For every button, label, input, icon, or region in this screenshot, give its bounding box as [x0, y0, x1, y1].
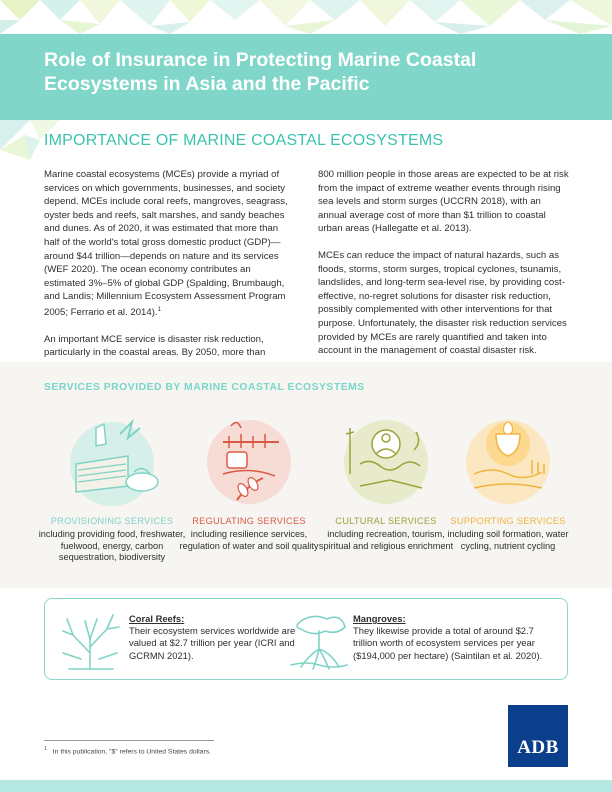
regulating-illustration [193, 404, 305, 512]
footnote-text: In this publication, "$" refers to United States dollars. [52, 748, 211, 756]
left-column [44, 168, 294, 373]
paragraph: An important MCE service is disaster risk reduction, particularly in the coastal areas. By 2050, more than [44, 333, 266, 359]
right-column [318, 168, 570, 371]
service-regulating [174, 404, 324, 552]
footnote-divider [44, 740, 214, 741]
ecosystem-title: Mangroves: [353, 613, 406, 624]
service-title: PROVISIONING SERVICES [50, 516, 174, 526]
service-provisioning [37, 404, 187, 564]
ecosystem-title: Coral Reefs: [129, 613, 185, 624]
paragraph: 800 million people in those areas are expected to be at risk from the impact of extreme weather events through rising sea levels and storm surges (UCCRN 2018), with an annual average cost of more than $1 trillion to coastal urban areas (Hallegatte et al. 2013). [318, 169, 569, 235]
footnote [44, 746, 211, 755]
bottom-accent-bar [0, 780, 612, 792]
title-band [0, 34, 612, 120]
service-supporting [433, 404, 583, 552]
coral-reef-icon [55, 609, 125, 673]
service-description: including recreation, tourism, spiritual and religious enrichment [318, 529, 454, 551]
adb-logo [508, 705, 568, 767]
service-title: SUPPORTING SERVICES [450, 516, 566, 526]
service-title: REGULATING SERVICES [192, 516, 306, 526]
services-heading: SERVICES PROVIDED BY MARINE COASTAL ECOSYSTEMS [44, 382, 365, 393]
footnote-marker: 1 [44, 746, 47, 752]
section-heading: IMPORTANCE OF MARINE COASTAL ECOSYSTEMS [44, 132, 444, 149]
provisioning-illustration [56, 404, 168, 512]
mangrove-icon [283, 609, 353, 673]
supporting-illustration [452, 404, 564, 512]
page-title: Role of Insurance in Protecting Marine Coastal Ecosystems in Asia and the Pacific [44, 49, 477, 95]
paragraph: MCEs can reduce the impact of natural hazards, such as floods, storms, storm surges, tropical cyclones, tsunamis, landslides, and long-term sea-level rise, by providing cost-effective, no-regret solutions for disaster risk reduction, possibly complemented with other interventions for that purpose. Unfortunately, the disaster risk reduction services provided by MCEs are rarely quantified and taken into account in the management of coastal disaster risk. [318, 249, 567, 357]
ecosystem-description: Their ecosystem services worldwide are valued at $2.7 trillion per year (ICRI and GCRMN 2021). [129, 625, 296, 661]
footnote-reference: 1 [157, 306, 161, 313]
adb-logo-text: ADB [517, 737, 559, 758]
paragraph-text: Marine coastal ecosystems (MCEs) provide a myriad of services on which governments, businesses, and society depend. MCEs include coral reefs, mangroves, seagrass, oyster beds and reefs, salt marshes, and sandy beaches and dunes. As of 2020, it was estimated that more than half of the world's total gross domestic product (GDP)—around $44 trillion—depends on nature and its services (WEF 2020). The ocean economy contributes an estimated 3%–5% of global GDP (Spalding, Brumbaugh, and Landis; Millennium Ecosystem Assessment Program 2005; Ferrario et al. 2014). [44, 169, 288, 319]
cultural-illustration [330, 404, 442, 512]
ecosystem-values-box [44, 598, 568, 680]
service-description: including soil formation, water cycling, nutrient cycling [447, 529, 569, 551]
service-title: CULTURAL SERVICES [335, 516, 437, 526]
mangroves-text [353, 613, 558, 662]
service-description: including providing food, freshwater, fuelwood, energy, carbon sequestration, biodiversity [38, 529, 186, 563]
service-description: including resilience services, regulation of water and soil quality [179, 529, 319, 551]
coral-reefs-text [129, 613, 299, 662]
paragraph [44, 168, 294, 320]
ecosystem-description: They likewise provide a total of around $2.7 trillion worth of ecosystem services per year ($194,000 per hectare) (Saintilan et al. 2020). [353, 625, 543, 661]
